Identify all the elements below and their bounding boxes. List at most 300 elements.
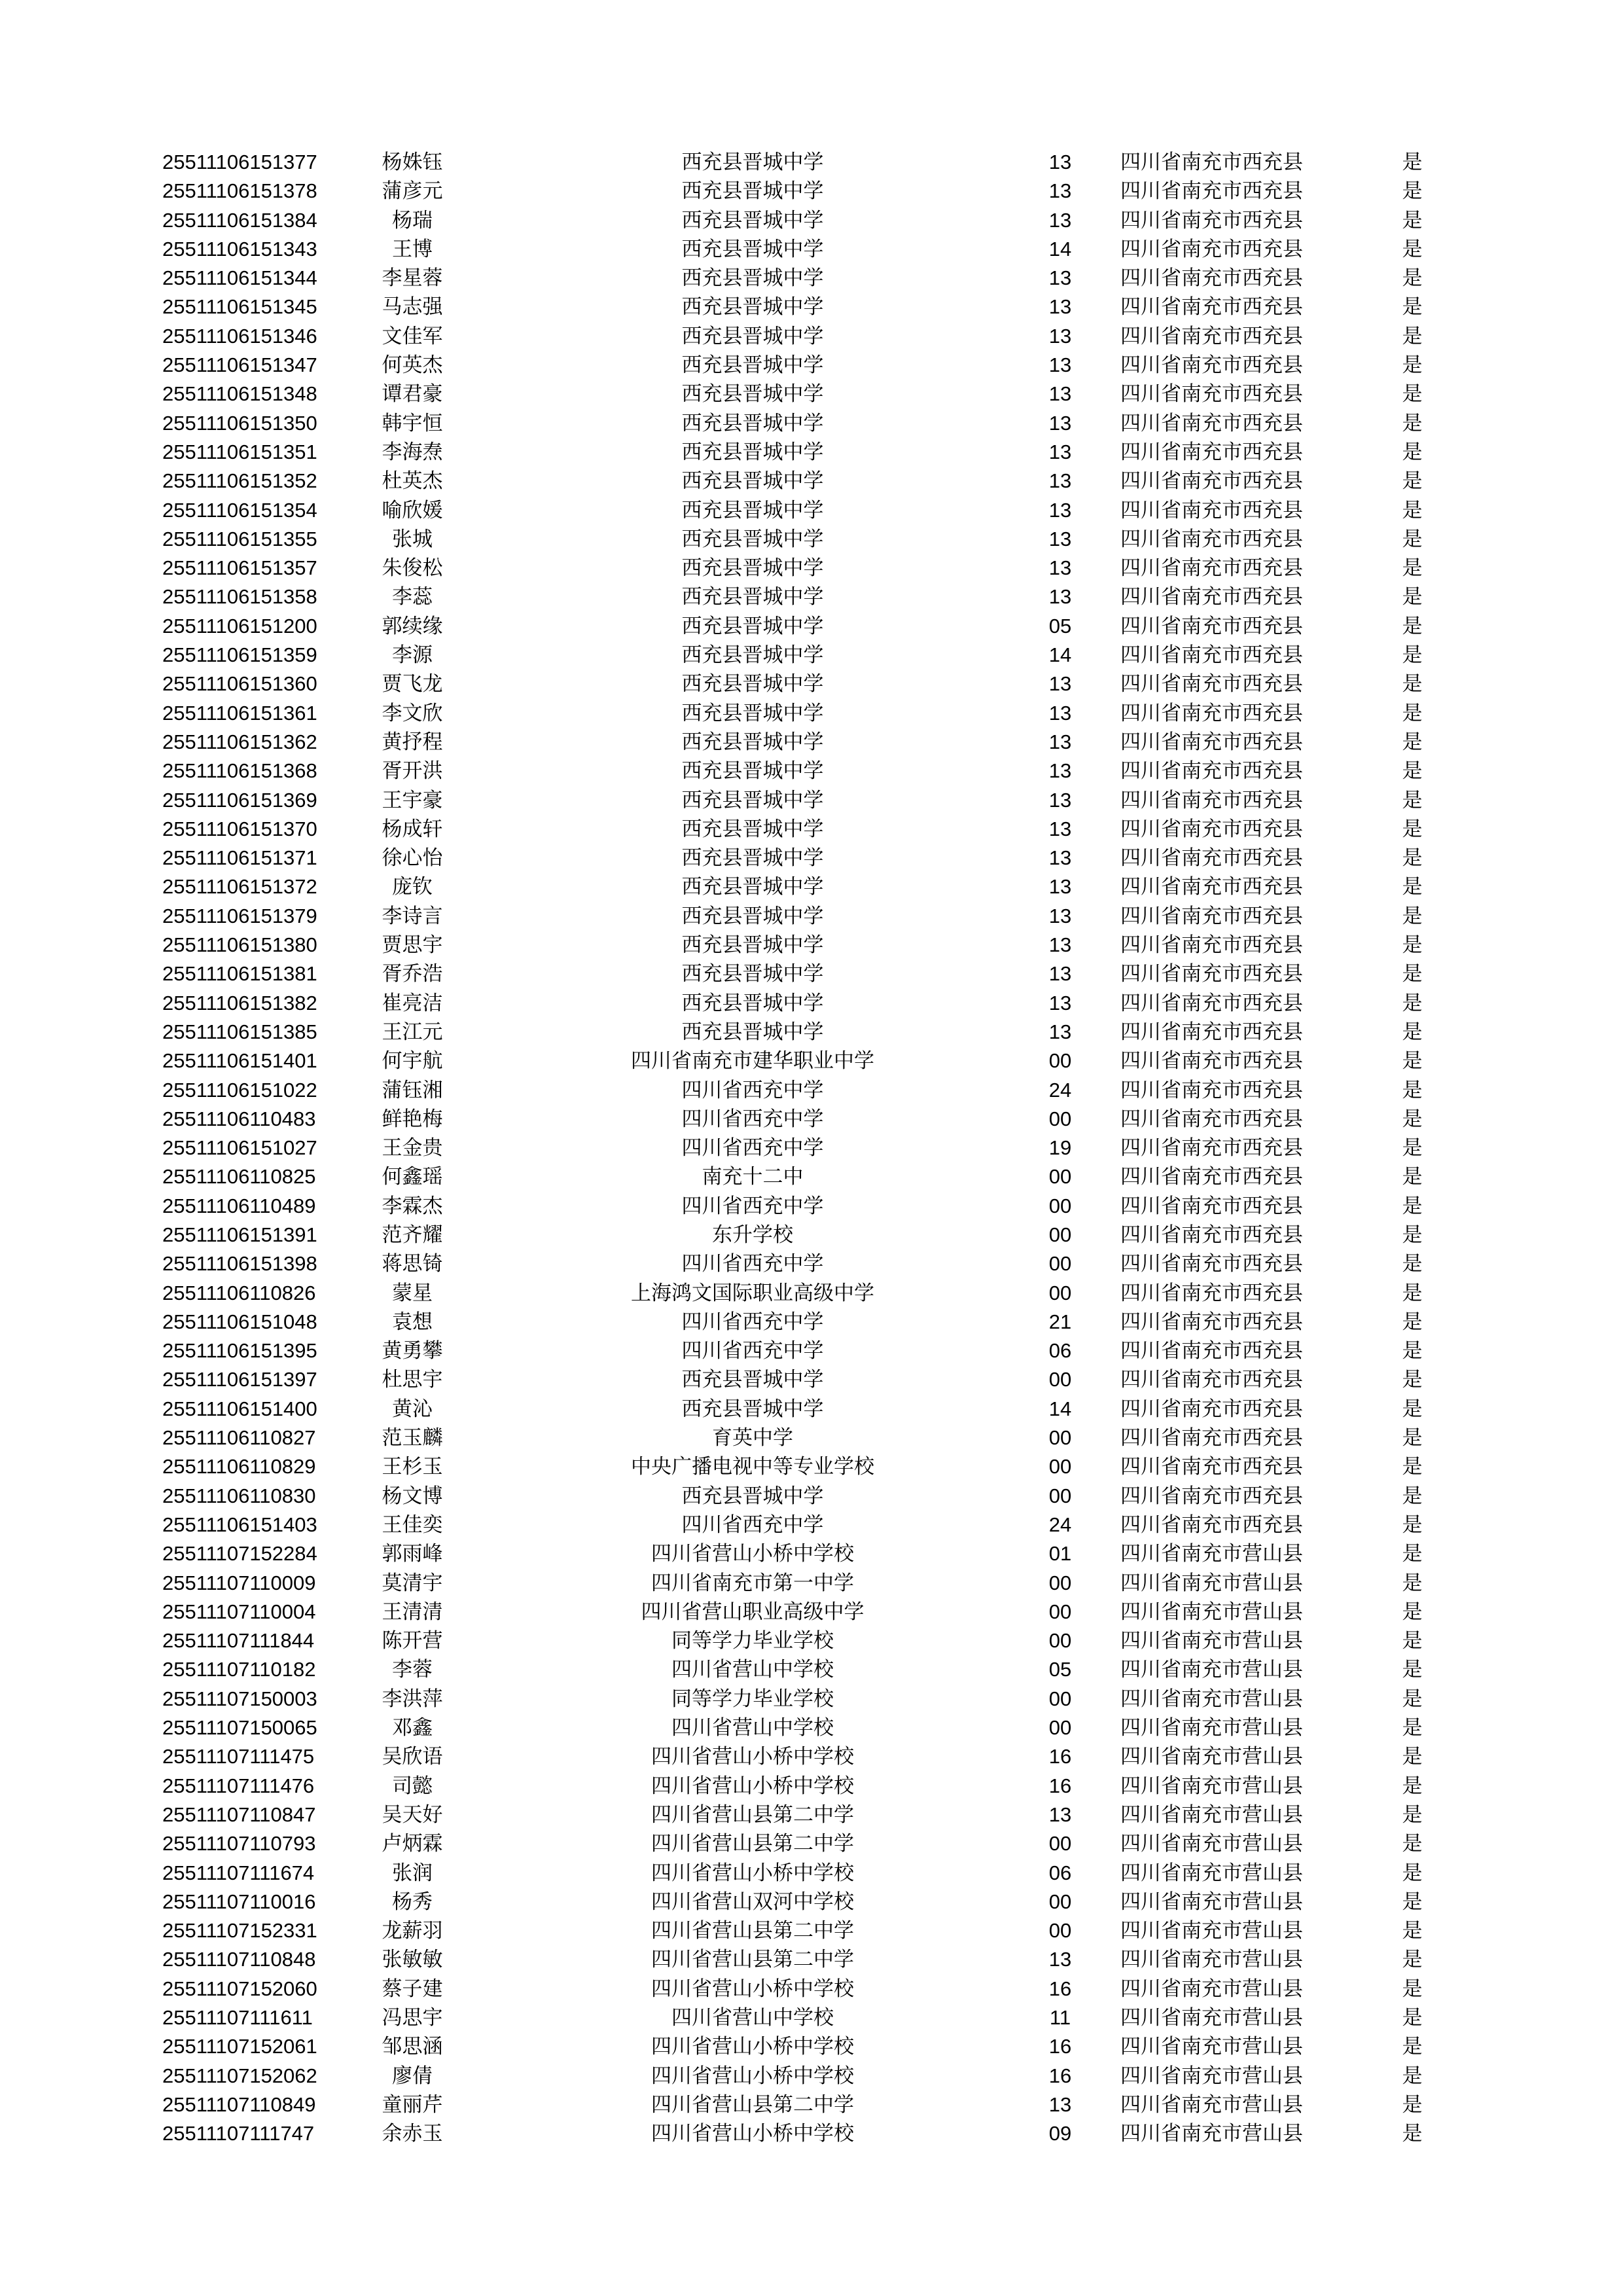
row-flag: 是 [1402, 1745, 1423, 1769]
row-school: 四川省南充市建华职业中学 [631, 1049, 874, 1073]
table-row [0, 1279, 1623, 1308]
row-region: 四川省南充市西充县 [1120, 962, 1303, 986]
row-region: 四川省南充市西充县 [1120, 1513, 1303, 1537]
row-flag: 是 [1402, 585, 1423, 609]
table-row [0, 1916, 1623, 1945]
table-row [0, 960, 1623, 988]
table-row [0, 2119, 1623, 2148]
row-id: 25511107110793 [162, 1832, 316, 1856]
row-id: 25511106151369 [162, 788, 317, 812]
row-region: 四川省南充市营山县 [1120, 2006, 1303, 2030]
table-row [0, 1569, 1623, 1598]
table-row [0, 1829, 1623, 1858]
row-code: 13 [1048, 469, 1072, 493]
table-row [0, 438, 1623, 467]
row-region: 四川省南充市西充县 [1120, 1426, 1303, 1450]
row-school: 四川省营山中学校 [671, 1716, 834, 1740]
row-name: 张润 [392, 1861, 433, 1885]
row-name: 李洪萍 [382, 1687, 443, 1711]
row-region: 四川省南充市西充县 [1120, 701, 1303, 725]
row-school: 西充县晋城中学 [681, 440, 824, 464]
row-id: 25511106110829 [162, 1455, 316, 1479]
row-name: 张敏敏 [382, 1948, 443, 1972]
row-name: 杜思宇 [382, 1368, 443, 1392]
row-flag: 是 [1402, 1368, 1423, 1392]
table-row [0, 786, 1623, 815]
table-row [0, 380, 1623, 408]
row-id: 25511106110483 [162, 1107, 316, 1130]
table-row [0, 1336, 1623, 1365]
row-region: 四川省南充市西充县 [1120, 1310, 1303, 1334]
row-region: 四川省南充市西充县 [1120, 614, 1303, 638]
row-region: 四川省南充市西充县 [1120, 1397, 1303, 1421]
row-school: 西充县晋城中学 [681, 991, 824, 1015]
row-flag: 是 [1402, 1832, 1423, 1856]
row-region: 四川省南充市西充县 [1120, 730, 1303, 754]
row-name: 李星蓉 [382, 266, 443, 291]
row-id: 25511107110847 [162, 1803, 316, 1826]
row-name: 蒲钰湘 [382, 1078, 443, 1102]
row-region: 四川省南充市营山县 [1120, 1948, 1303, 1972]
row-flag: 是 [1402, 817, 1423, 841]
row-id: 25511106151345 [162, 295, 317, 319]
row-id: 25511107110849 [162, 2092, 316, 2116]
row-name: 蒲彦元 [382, 179, 443, 204]
table-row [0, 1685, 1623, 1713]
row-id: 25511106110489 [162, 1194, 316, 1217]
row-id: 25511107110182 [162, 1658, 316, 1681]
row-flag: 是 [1402, 440, 1423, 464]
row-code: 00 [1048, 1194, 1072, 1217]
row-school: 四川省营山小桥中学校 [651, 1977, 854, 2001]
row-flag: 是 [1402, 469, 1423, 493]
table-row [0, 322, 1623, 351]
row-id: 25511106151403 [162, 1513, 317, 1536]
row-flag: 是 [1402, 2122, 1423, 2146]
row-school: 西充县晋城中学 [681, 353, 824, 378]
row-region: 四川省南充市西充县 [1120, 817, 1303, 841]
row-school: 同等学力毕业学校 [671, 1629, 834, 1653]
row-name: 龙薪羽 [382, 1919, 443, 1943]
row-name: 冯思宇 [382, 2006, 443, 2030]
row-region: 四川省南充市营山县 [1120, 1716, 1303, 1740]
row-name: 范齐耀 [382, 1223, 443, 1247]
row-name: 杨瑞 [392, 208, 433, 232]
row-school: 四川省营山小桥中学校 [651, 2064, 854, 2088]
row-id: 25511106151348 [162, 382, 317, 406]
table-row [0, 525, 1623, 554]
row-school: 西充县晋城中学 [681, 875, 824, 899]
row-code: 16 [1048, 1774, 1072, 1797]
row-code: 13 [1048, 875, 1072, 899]
row-code: 14 [1048, 643, 1072, 667]
row-name: 贾思宇 [382, 933, 443, 958]
row-region: 四川省南充市营山县 [1120, 1803, 1303, 1827]
row-region: 四川省南充市西充县 [1120, 1223, 1303, 1247]
row-school: 西充县晋城中学 [681, 1484, 824, 1508]
row-name: 张城 [392, 527, 433, 551]
row-school: 四川省营山双河中学校 [651, 1890, 854, 1914]
row-code: 05 [1048, 614, 1072, 637]
row-id: 25511106151355 [162, 527, 317, 550]
row-flag: 是 [1402, 527, 1423, 551]
row-flag: 是 [1402, 353, 1423, 378]
table-row [0, 1076, 1623, 1105]
table-row [0, 1134, 1623, 1162]
row-id: 25511106151384 [162, 208, 317, 232]
row-id: 25511106151360 [162, 672, 317, 696]
row-region: 四川省南充市营山县 [1120, 1542, 1303, 1566]
row-id: 25511107111611 [162, 2006, 313, 2029]
row-school: 四川省营山中学校 [671, 2006, 834, 2030]
row-name: 余赤玉 [382, 2122, 443, 2146]
row-id: 25511106151391 [162, 1223, 317, 1246]
row-flag: 是 [1402, 1252, 1423, 1276]
row-flag: 是 [1402, 266, 1423, 291]
row-id: 25511106151377 [162, 151, 317, 173]
row-code: 00 [1048, 1571, 1072, 1594]
table-row [0, 1598, 1623, 1626]
table-row [0, 1511, 1623, 1539]
row-id: 25511106151347 [162, 353, 317, 377]
row-code: 00 [1048, 1426, 1072, 1450]
row-flag: 是 [1402, 1136, 1423, 1160]
row-code: 13 [1048, 817, 1072, 840]
row-region: 四川省南充市西充县 [1120, 469, 1303, 493]
row-region: 四川省南充市西充县 [1120, 1165, 1303, 1189]
row-flag: 是 [1402, 672, 1423, 696]
row-school: 四川省西充中学 [681, 1513, 824, 1537]
row-id: 25511106110827 [162, 1426, 316, 1450]
row-code: 13 [1048, 1803, 1072, 1826]
table-row [0, 293, 1623, 321]
row-flag: 是 [1402, 933, 1423, 958]
row-school: 西充县晋城中学 [681, 324, 824, 348]
row-code: 16 [1048, 1977, 1072, 2000]
table-row [0, 1249, 1623, 1278]
row-id: 25511106151400 [162, 1397, 317, 1420]
row-school: 四川省营山县第二中学 [651, 2092, 854, 2117]
row-code: 13 [1048, 788, 1072, 812]
row-code: 13 [1048, 933, 1072, 957]
row-code: 13 [1048, 2092, 1072, 2116]
row-flag: 是 [1402, 846, 1423, 870]
row-school: 四川省营山小桥中学校 [651, 1542, 854, 1566]
row-region: 四川省南充市营山县 [1120, 2122, 1303, 2146]
row-name: 徐心怡 [382, 846, 443, 870]
row-flag: 是 [1402, 643, 1423, 668]
row-school: 四川省营山职业高级中学 [641, 1600, 865, 1624]
row-flag: 是 [1402, 1310, 1423, 1334]
row-region: 四川省南充市西充县 [1120, 1339, 1303, 1363]
row-id: 25511106110826 [162, 1281, 316, 1304]
row-school: 四川省营山县第二中学 [651, 1919, 854, 1943]
table-row [0, 757, 1623, 785]
row-id: 25511106151395 [162, 1339, 317, 1363]
row-flag: 是 [1402, 1194, 1423, 1218]
row-flag: 是 [1402, 1339, 1423, 1363]
row-school: 四川省营山小桥中学校 [651, 1774, 854, 1798]
row-id: 25511107110004 [162, 1600, 316, 1623]
row-flag: 是 [1402, 556, 1423, 581]
row-school: 西充县晋城中学 [681, 1368, 824, 1392]
row-region: 四川省南充市西充县 [1120, 1252, 1303, 1276]
row-region: 四川省南充市营山县 [1120, 1571, 1303, 1595]
row-name: 黄勇攀 [382, 1339, 443, 1363]
table-row [0, 872, 1623, 901]
row-name: 王佳奕 [382, 1513, 443, 1537]
row-name: 廖倩 [392, 2064, 433, 2088]
row-code: 16 [1048, 2064, 1072, 2087]
row-code: 05 [1048, 1658, 1072, 1681]
row-flag: 是 [1402, 1513, 1423, 1537]
row-name: 卢炳霖 [382, 1832, 443, 1856]
row-flag: 是 [1402, 1078, 1423, 1102]
row-flag: 是 [1402, 1716, 1423, 1740]
row-region: 四川省南充市西充县 [1120, 1455, 1303, 1479]
row-school: 四川省营山小桥中学校 [651, 2035, 854, 2059]
row-name: 谭君豪 [382, 382, 443, 406]
row-flag: 是 [1402, 1165, 1423, 1189]
row-flag: 是 [1402, 179, 1423, 204]
row-region: 四川省南充市西充县 [1120, 1136, 1303, 1160]
row-region: 四川省南充市西充县 [1120, 527, 1303, 551]
row-flag: 是 [1402, 701, 1423, 725]
row-school: 四川省南充市第一中学 [651, 1571, 854, 1595]
row-school: 东升学校 [712, 1223, 793, 1247]
row-code: 00 [1048, 1600, 1072, 1623]
row-school: 四川省西充中学 [681, 1252, 824, 1276]
row-school: 四川省西充中学 [681, 1078, 824, 1102]
row-region: 四川省南充市西充县 [1120, 556, 1303, 581]
row-flag: 是 [1402, 1861, 1423, 1885]
row-name: 杨秀 [392, 1890, 433, 1914]
row-flag: 是 [1402, 1455, 1423, 1479]
row-school: 中央广播电视中等专业学校 [631, 1455, 874, 1479]
row-school: 西充县晋城中学 [681, 179, 824, 204]
row-school: 南充十二中 [702, 1165, 804, 1189]
data-table [0, 148, 1623, 2148]
row-school: 西充县晋城中学 [681, 788, 824, 812]
row-code: 13 [1048, 904, 1072, 927]
row-code: 00 [1048, 1716, 1072, 1740]
row-school: 西充县晋城中学 [681, 672, 824, 696]
row-code: 13 [1048, 846, 1072, 870]
row-school: 育英中学 [712, 1426, 793, 1450]
table-row [0, 1192, 1623, 1221]
row-id: 25511106151397 [162, 1368, 317, 1391]
row-school: 西充县晋城中学 [681, 730, 824, 754]
row-id: 25511106151358 [162, 585, 317, 609]
row-school: 四川省西充中学 [681, 1107, 824, 1131]
row-school: 西充县晋城中学 [681, 151, 824, 174]
row-code: 13 [1048, 527, 1072, 550]
table-row [0, 1742, 1623, 1771]
row-region: 四川省南充市西充县 [1120, 411, 1303, 435]
table-row [0, 1713, 1623, 1742]
row-school: 西充县晋城中学 [681, 527, 824, 551]
row-flag: 是 [1402, 788, 1423, 812]
row-region: 四川省南充市西充县 [1120, 151, 1303, 174]
row-id: 25511106151359 [162, 643, 317, 667]
row-school: 西充县晋城中学 [681, 382, 824, 406]
table-row [0, 902, 1623, 931]
row-region: 四川省南充市营山县 [1120, 2064, 1303, 2088]
table-row [0, 554, 1623, 583]
row-code: 00 [1048, 1687, 1072, 1710]
row-region: 四川省南充市西充县 [1120, 585, 1303, 609]
row-region: 四川省南充市西充县 [1120, 324, 1303, 348]
row-name: 吴天好 [382, 1803, 443, 1827]
table-row [0, 1308, 1623, 1336]
row-region: 四川省南充市西充县 [1120, 1107, 1303, 1131]
row-flag: 是 [1402, 875, 1423, 899]
row-flag: 是 [1402, 1687, 1423, 1711]
row-name: 李源 [392, 643, 433, 668]
row-region: 四川省南充市西充县 [1120, 179, 1303, 204]
row-code: 00 [1048, 1484, 1072, 1507]
row-region: 四川省南充市营山县 [1120, 1861, 1303, 1885]
row-code: 00 [1048, 1890, 1072, 1913]
row-code: 01 [1048, 1542, 1072, 1566]
row-id: 25511106151361 [162, 701, 317, 725]
row-name: 袁想 [392, 1310, 433, 1334]
row-name: 王金贵 [382, 1136, 443, 1160]
row-flag: 是 [1402, 1020, 1423, 1044]
row-region: 四川省南充市营山县 [1120, 1919, 1303, 1943]
table-row [0, 989, 1623, 1018]
row-school: 西充县晋城中学 [681, 817, 824, 841]
row-school: 西充县晋城中学 [681, 904, 824, 928]
row-name: 王博 [392, 237, 433, 261]
row-id: 25511106151048 [162, 1310, 317, 1333]
row-code: 00 [1048, 1281, 1072, 1304]
row-region: 四川省南充市西充县 [1120, 237, 1303, 261]
row-id: 25511106151344 [162, 266, 317, 290]
row-region: 四川省南充市西充县 [1120, 875, 1303, 899]
row-code: 13 [1048, 353, 1072, 377]
row-id: 25511106151380 [162, 933, 317, 957]
row-flag: 是 [1402, 1107, 1423, 1131]
row-region: 四川省南充市营山县 [1120, 1977, 1303, 2001]
row-code: 13 [1048, 991, 1072, 1014]
row-school: 西充县晋城中学 [681, 266, 824, 291]
row-flag: 是 [1402, 1049, 1423, 1073]
row-region: 四川省南充市西充县 [1120, 672, 1303, 696]
row-code: 00 [1048, 1368, 1072, 1391]
row-name: 邹思涵 [382, 2035, 443, 2059]
table-row [0, 1221, 1623, 1249]
row-id: 25511107152284 [162, 1542, 317, 1566]
row-flag: 是 [1402, 237, 1423, 261]
row-region: 四川省南充市营山县 [1120, 1687, 1303, 1711]
row-id: 25511107110009 [162, 1571, 316, 1594]
row-name: 文佳军 [382, 324, 443, 348]
row-code: 00 [1048, 1832, 1072, 1856]
table-row [0, 409, 1623, 438]
row-id: 25511107152061 [162, 2035, 317, 2058]
row-region: 四川省南充市西充县 [1120, 991, 1303, 1015]
row-school: 西充县晋城中学 [681, 1020, 824, 1044]
table-row [0, 1945, 1623, 1974]
row-id: 25511107152062 [162, 2064, 317, 2087]
row-id: 25511106151368 [162, 759, 317, 783]
table-row [0, 1626, 1623, 1655]
row-region: 四川省南充市西充县 [1120, 266, 1303, 291]
row-school: 西充县晋城中学 [681, 556, 824, 581]
row-code: 13 [1048, 440, 1072, 463]
row-code: 00 [1048, 1049, 1072, 1073]
table-row [0, 351, 1623, 380]
row-school: 四川省营山小桥中学校 [651, 2122, 854, 2146]
table-row [0, 670, 1623, 698]
row-id: 25511106151362 [162, 730, 317, 753]
row-code: 14 [1048, 237, 1072, 260]
row-name: 韩宇恒 [382, 411, 443, 435]
row-id: 25511106151354 [162, 498, 317, 522]
row-region: 四川省南充市西充县 [1120, 933, 1303, 958]
row-flag: 是 [1402, 1774, 1423, 1798]
row-id: 25511106151379 [162, 904, 317, 927]
row-id: 25511107110016 [162, 1890, 316, 1913]
row-region: 四川省南充市营山县 [1120, 2035, 1303, 2059]
row-flag: 是 [1402, 1426, 1423, 1450]
row-name: 庞钦 [392, 875, 433, 899]
row-id: 25511106151352 [162, 469, 317, 493]
row-code: 06 [1048, 1861, 1072, 1884]
row-name: 黄抒程 [382, 730, 443, 754]
row-name: 朱俊松 [382, 556, 443, 581]
row-region: 四川省南充市西充县 [1120, 904, 1303, 928]
row-flag: 是 [1402, 1977, 1423, 2001]
row-region: 四川省南充市西充县 [1120, 353, 1303, 378]
row-flag: 是 [1402, 904, 1423, 928]
row-code: 09 [1048, 2122, 1072, 2145]
row-code: 00 [1048, 1252, 1072, 1276]
row-name: 李蕊 [392, 585, 433, 609]
row-name: 邓鑫 [392, 1716, 433, 1740]
row-flag: 是 [1402, 2006, 1423, 2030]
row-region: 四川省南充市营山县 [1120, 2092, 1303, 2117]
row-flag: 是 [1402, 991, 1423, 1015]
row-name: 莫清宇 [382, 1571, 443, 1595]
row-id: 25511107152331 [162, 1919, 317, 1943]
table-row [0, 2032, 1623, 2061]
row-region: 四川省南充市西充县 [1120, 1281, 1303, 1305]
row-id: 25511106151343 [162, 237, 317, 260]
row-school: 西充县晋城中学 [681, 759, 824, 783]
row-flag: 是 [1402, 1658, 1423, 1682]
row-code: 14 [1048, 1397, 1072, 1420]
row-flag: 是 [1402, 498, 1423, 522]
row-code: 00 [1048, 1919, 1072, 1943]
table-row [0, 1162, 1623, 1191]
row-school: 西充县晋城中学 [681, 962, 824, 986]
row-code: 13 [1048, 266, 1072, 290]
row-school: 西充县晋城中学 [681, 411, 824, 435]
row-name: 李海焘 [382, 440, 443, 464]
table-row [0, 1105, 1623, 1134]
row-flag: 是 [1402, 324, 1423, 348]
row-school: 四川省营山小桥中学校 [651, 1745, 854, 1769]
table-row [0, 931, 1623, 960]
row-name: 何鑫瑶 [382, 1165, 443, 1189]
row-name: 何宇航 [382, 1049, 443, 1073]
row-school: 四川省营山县第二中学 [651, 1832, 854, 1856]
row-school: 四川省营山小桥中学校 [651, 1861, 854, 1885]
row-name: 杜英杰 [382, 469, 443, 493]
row-code: 00 [1048, 1165, 1072, 1189]
